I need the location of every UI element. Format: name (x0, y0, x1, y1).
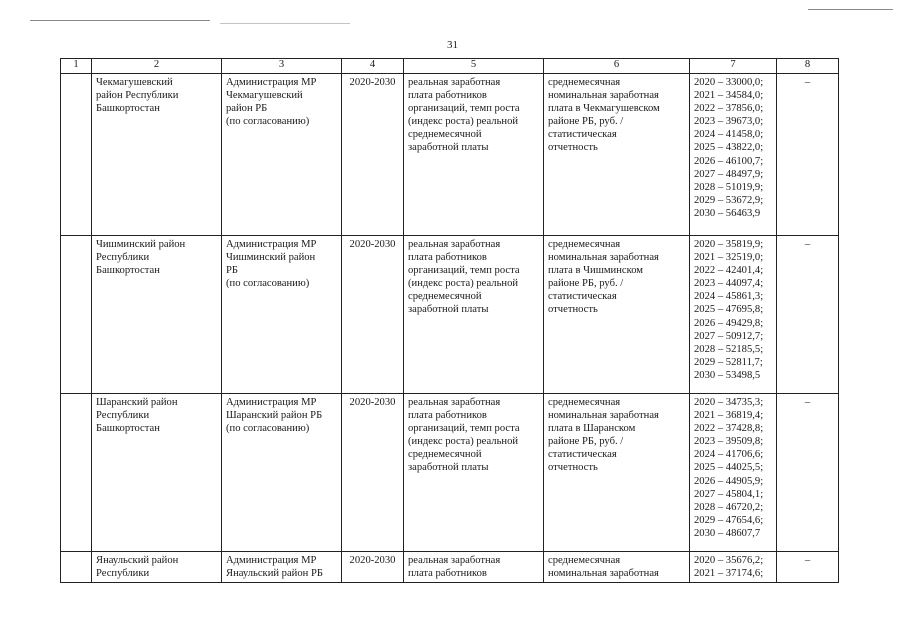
column-header-6: 6 (544, 59, 690, 74)
yearly-value: 2022 – 37856,0; (694, 103, 764, 115)
executor-cell: Администрация МР Чекмагушевский район РБ (по согласованию) (222, 74, 342, 236)
executor-cell: Администрация МР Шаранский район РБ (по согласованию) (222, 394, 342, 552)
regional-salary-table (60, 58, 839, 583)
yearly-value: 2027 – 45804,1; (694, 488, 764, 500)
yearly-value: 2026 – 44905,9; (694, 475, 764, 487)
district-cell: Чекмагушевский район Республики Башкортостан (92, 74, 222, 236)
row-number-cell (61, 394, 92, 552)
district-cell: Шаранский район Республики Башкортостан (92, 394, 222, 552)
note-cell: – (777, 394, 839, 552)
yearly-value: 2021 – 32519,0; (694, 252, 764, 264)
yearly-value: 2026 – 49429,8; (694, 317, 764, 329)
period-cell: 2020-2030 (342, 394, 404, 552)
table-row-sharansky (61, 394, 839, 552)
yearly-value: 2020 – 35676,2; (694, 555, 764, 566)
yearly-value: 2023 – 39509,8; (694, 436, 764, 448)
unit-source-cell: среднемесячная номинальная заработная плата в Шаранском районе РБ, руб. / статистическая отчетность (544, 394, 690, 552)
period-cell: 2020-2030 (342, 236, 404, 394)
note-cell: – (777, 236, 839, 394)
yearly-value: 2023 – 44097,4; (694, 278, 764, 290)
yearly-value: 2026 – 46100,7; (694, 155, 764, 167)
scan-artifact-top-left-faint (220, 23, 350, 24)
period-cell: 2020-2030 (342, 552, 404, 583)
yearly-value: 2022 – 37428,8; (694, 423, 764, 435)
column-header-1: 1 (61, 59, 92, 74)
yearly-value: 2020 – 33000,0; (694, 77, 764, 88)
yearly-value: 2021 – 36819,4; (694, 410, 764, 422)
yearly-value: 2027 – 48497,9; (694, 168, 764, 180)
yearly-value: 2030 – 53498,5 (694, 369, 761, 381)
column-header-2: 2 (92, 59, 222, 74)
column-number-header-row (61, 59, 839, 74)
yearly-value: 2029 – 53672,9; (694, 194, 764, 206)
unit-source-cell: среднемесячная номинальная заработная (544, 552, 690, 583)
yearly-value: 2020 – 34735,3; (694, 397, 764, 408)
yearly-values-cell (690, 74, 777, 236)
yearly-value: 2030 – 56463,9 (694, 207, 761, 219)
yearly-value: 2021 – 34584,0; (694, 90, 764, 102)
note-cell: – (777, 74, 839, 236)
yearly-value: 2027 – 50912,7; (694, 330, 764, 342)
table-row-chekmagushevsky (61, 74, 839, 236)
yearly-value: 2025 – 43822,0; (694, 142, 764, 154)
yearly-value: 2028 – 51019,9; (694, 181, 764, 193)
yearly-value: 2020 – 35819,9; (694, 239, 764, 250)
yearly-values-cell (690, 236, 777, 394)
column-header-5: 5 (404, 59, 544, 74)
row-number-cell (61, 236, 92, 394)
row-number-cell (61, 74, 92, 236)
yearly-value: 2028 – 52185,5; (694, 343, 764, 355)
yearly-value: 2023 – 39673,0; (694, 116, 764, 128)
column-header-7: 7 (690, 59, 777, 74)
yearly-values-cell (690, 552, 777, 583)
district-cell: Чишминский район Республики Башкортостан (92, 236, 222, 394)
table-row-yanaulsky (61, 552, 839, 583)
note-cell: – (777, 552, 839, 583)
row-number-cell (61, 552, 92, 583)
column-header-3: 3 (222, 59, 342, 74)
indicator-cell: реальная заработная плата работников (404, 552, 544, 583)
yearly-value: 2024 – 45861,3; (694, 291, 764, 303)
yearly-value: 2022 – 42401,4; (694, 265, 764, 277)
yearly-value: 2029 – 52811,7; (694, 356, 763, 368)
page-number: 31 (447, 39, 458, 51)
indicator-cell: реальная заработная плата работников организаций, темп роста (индекс роста) реальной среднемесячной заработной платы (404, 236, 544, 394)
yearly-value: 2025 – 47695,8; (694, 304, 764, 316)
indicator-cell: реальная заработная плата работников организаций, темп роста (индекс роста) реальной среднемесячной заработной платы (404, 74, 544, 236)
yearly-value: 2024 – 41706,6; (694, 449, 764, 461)
yearly-value: 2021 – 37174,6; (694, 568, 764, 580)
scan-artifact-top-left (30, 20, 210, 21)
table-row-chishminsky (61, 236, 839, 394)
period-cell: 2020-2030 (342, 74, 404, 236)
district-cell: Янаульский район Республики (92, 552, 222, 583)
unit-source-cell: среднемесячная номинальная заработная плата в Чишминском районе РБ, руб. / статистическая отчетность (544, 236, 690, 394)
yearly-value: 2024 – 41458,0; (694, 129, 764, 141)
executor-cell: Администрация МР Чишминский район РБ (по согласованию) (222, 236, 342, 394)
column-header-8: 8 (777, 59, 839, 74)
executor-cell: Администрация МР Янаульский район РБ (222, 552, 342, 583)
scan-artifact-top-right (808, 9, 893, 10)
column-header-4: 4 (342, 59, 404, 74)
yearly-values-cell (690, 394, 777, 552)
yearly-value: 2030 – 48607,7 (694, 527, 761, 539)
yearly-value: 2028 – 46720,2; (694, 501, 764, 513)
unit-source-cell: среднемесячная номинальная заработная плата в Чекмагушевском районе РБ, руб. / статистическая отчетность (544, 74, 690, 236)
indicator-cell: реальная заработная плата работников организаций, темп роста (индекс роста) реальной среднемесячной заработной платы (404, 394, 544, 552)
yearly-value: 2025 – 44025,5; (694, 462, 764, 474)
yearly-value: 2029 – 47654,6; (694, 514, 764, 526)
